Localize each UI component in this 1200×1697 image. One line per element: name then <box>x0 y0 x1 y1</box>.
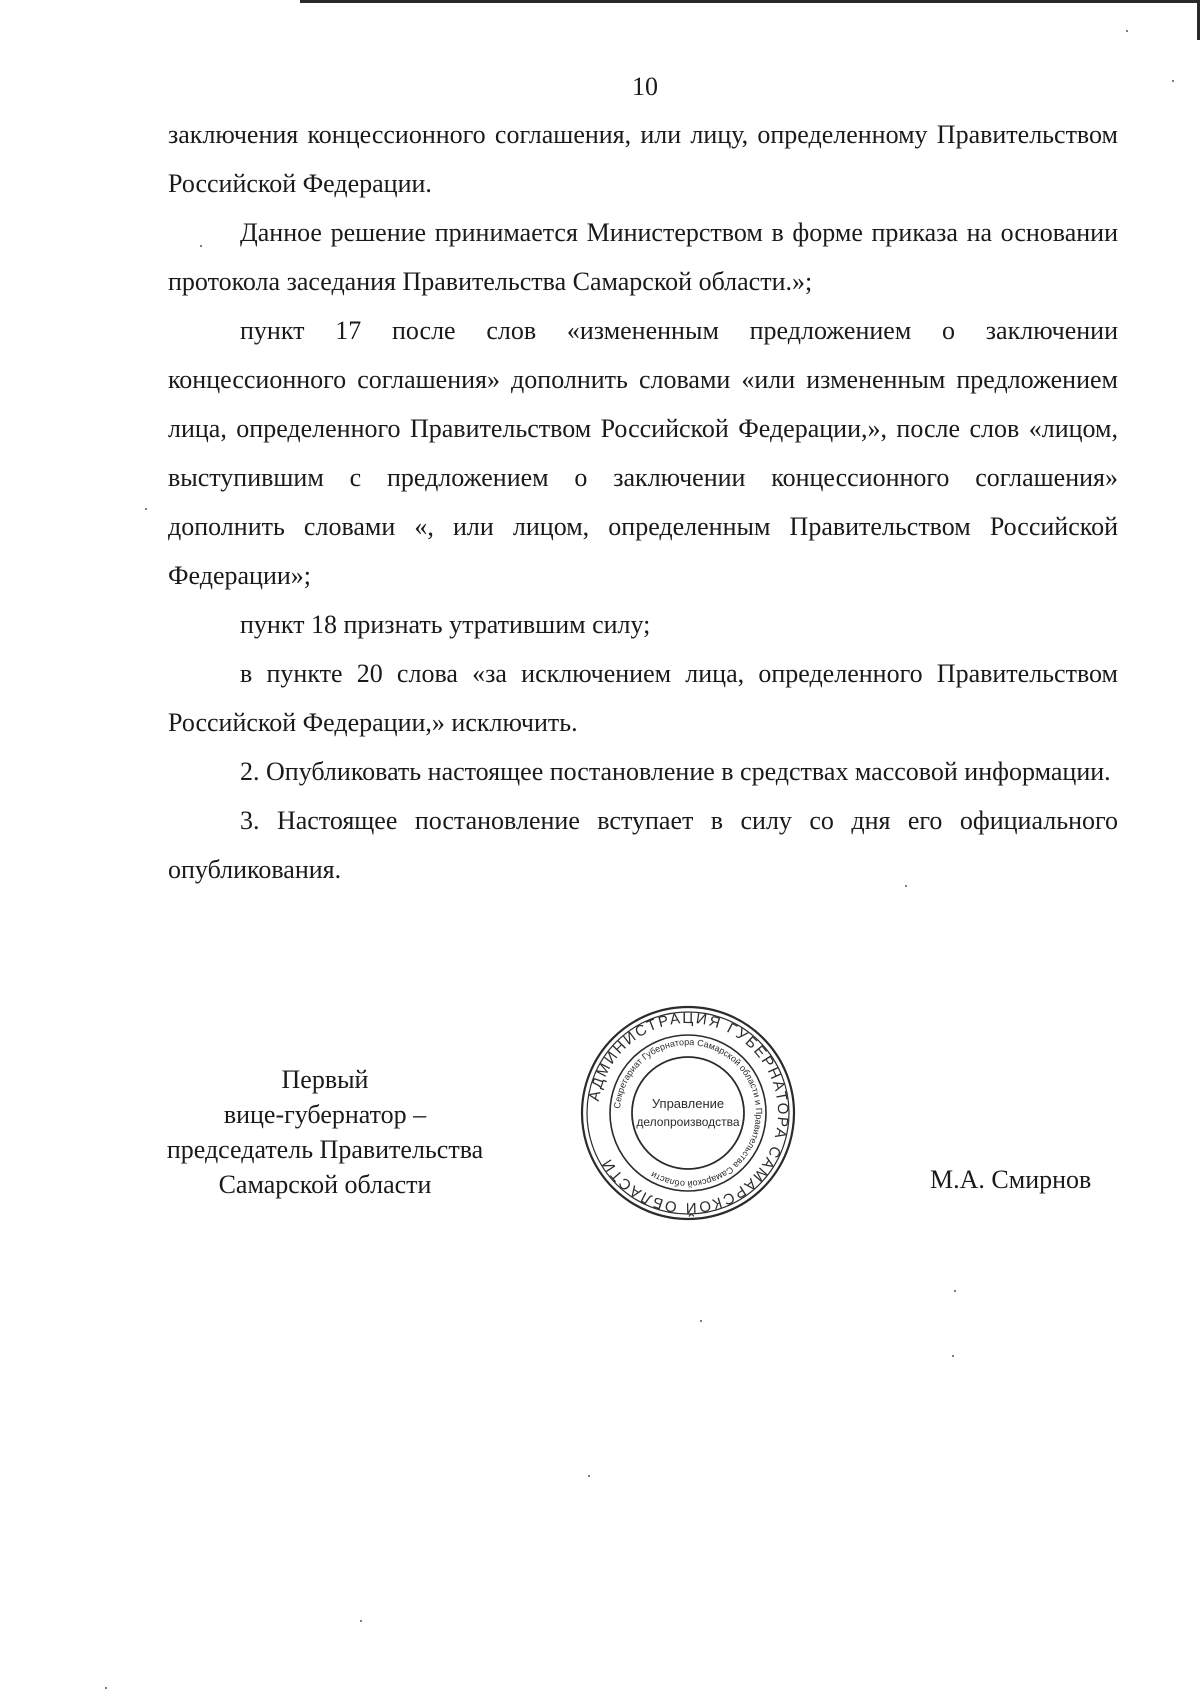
document-body <box>168 110 1118 894</box>
seal-center-line-2: делопроизводства <box>636 1115 740 1129</box>
paragraph-item-17: пункт 17 после слов «измененным предложением о заключении концессионного соглашения» дополнить словами «или измененным предложением лица, определенного Правительством Российской Федерации,», после слов «лицом, выступившим с предложением о заключении концессионного соглашения» дополнить словами «, или лицом, определенным Правительством Российской Федерации»; <box>168 316 1118 590</box>
signatory-position <box>130 1062 520 1202</box>
scan-speck <box>105 1687 107 1689</box>
scan-edge-top <box>300 0 1200 3</box>
scan-speck <box>200 245 202 247</box>
paragraph-ministry-decision: Данное решение принимается Министерством в форме приказа на основании протокола заседания Правительства Самарской области.»; <box>168 218 1118 296</box>
page-number: 10 <box>632 72 658 101</box>
seal-inner-ring-text: Секретариат Губернатора Самарской области и Правительства Самарской области <box>612 1036 765 1190</box>
scan-speck <box>954 1290 956 1292</box>
signatory-position-line: вице-губернатор – <box>223 1100 427 1129</box>
signatory-position-line: Самарской области <box>218 1170 432 1199</box>
paragraph-publish: 2. Опубликовать настоящее постановление в средствах массовой информации. <box>240 757 1111 786</box>
signatory-position-line: Первый <box>281 1065 369 1094</box>
scan-speck <box>1126 30 1128 32</box>
paragraph-item-20: в пункте 20 слова «за исключением лица, определенного Правительством Российской Федерации,» исключить. <box>168 659 1118 737</box>
seal-outer-text: АДМИНИСТРАЦИЯ ГУБЕРНАТОРА САМАРСКОЙ ОБЛАСТИ <box>585 1009 792 1217</box>
scan-speck <box>145 508 147 510</box>
scan-speck <box>588 1475 590 1477</box>
scan-speck <box>700 1320 702 1322</box>
paragraph-item-18: пункт 18 признать утратившим силу; <box>240 610 651 639</box>
official-seal-stamp <box>578 1002 798 1224</box>
signatory-name: М.А. Смирнов <box>930 1165 1092 1194</box>
paragraph-continuation: заключения концессионного соглашения, или лицу, определенному Правительством Российской Федерации. <box>168 120 1118 198</box>
seal-center-line-1: Управление <box>651 1096 725 1111</box>
scan-speck <box>1172 80 1174 82</box>
scan-speck <box>360 1620 362 1622</box>
scan-speck <box>905 885 907 887</box>
scan-speck <box>952 1355 954 1357</box>
signatory-position-line: председатель Правительства <box>166 1135 484 1164</box>
paragraph-effective-date: 3. Настоящее постановление вступает в силу со дня его официального опубликования. <box>168 806 1118 884</box>
